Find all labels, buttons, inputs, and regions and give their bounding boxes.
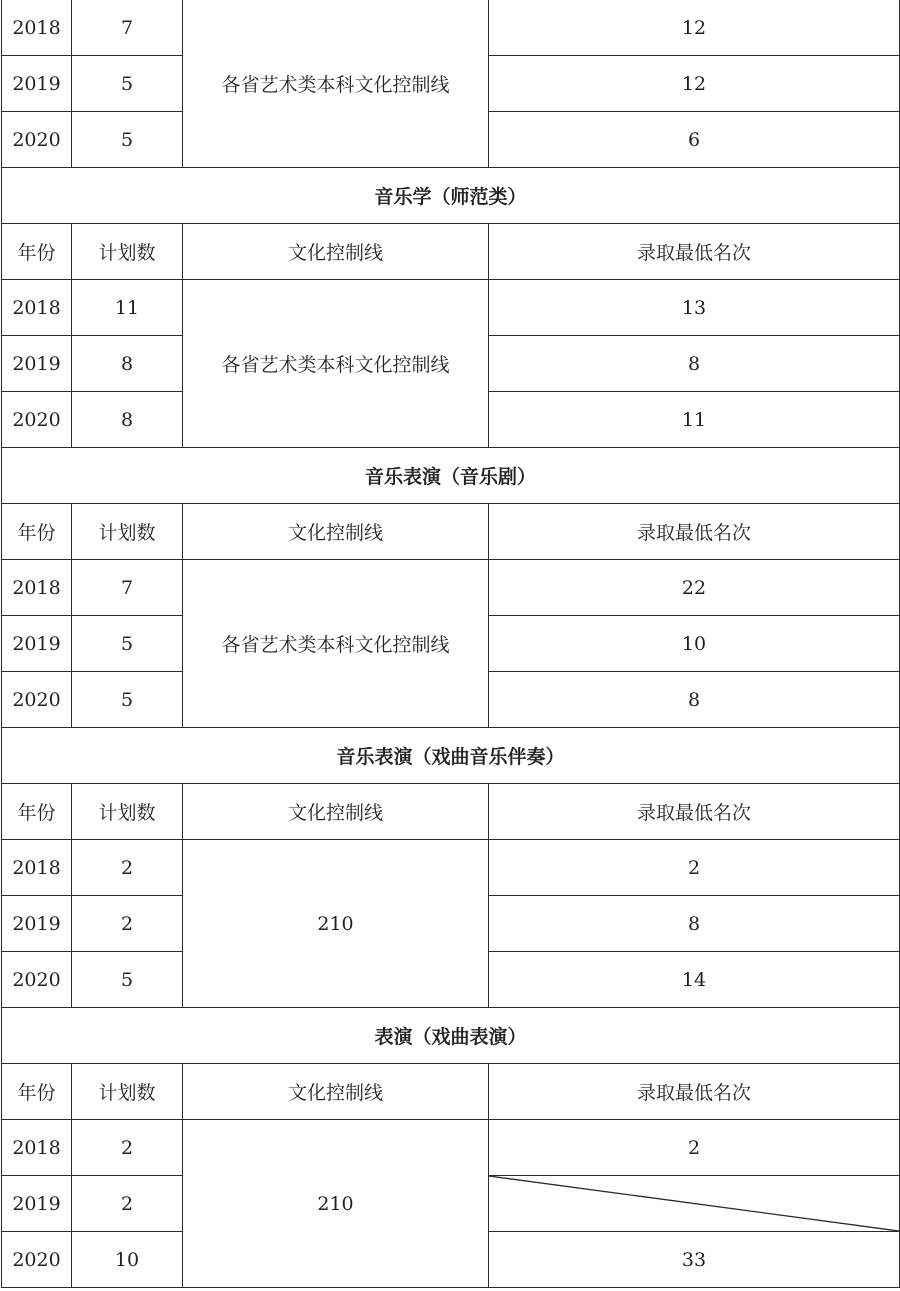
year-cell: 2020 [2, 392, 72, 448]
rank-cell: 6 [489, 112, 900, 168]
rank-cell: 33 [489, 1232, 900, 1288]
header-rank: 录取最低名次 [489, 1064, 900, 1120]
year-cell: 2020 [2, 112, 72, 168]
header-culture-line: 文化控制线 [183, 1064, 489, 1120]
section-title: 音乐学（师范类） [2, 168, 900, 224]
rank-cell: 22 [489, 560, 900, 616]
plan-cell: 11 [72, 280, 183, 336]
section-title: 音乐表演（音乐剧） [2, 448, 900, 504]
header-row [2, 784, 900, 840]
culture-line-cell: 210 [183, 840, 489, 1008]
header-year: 年份 [2, 224, 72, 280]
plan-cell: 8 [72, 336, 183, 392]
header-plan: 计划数 [72, 1064, 183, 1120]
plan-cell: 7 [72, 0, 183, 56]
year-cell: 2018 [2, 1120, 72, 1176]
table-row [2, 0, 900, 56]
plan-cell: 8 [72, 392, 183, 448]
header-rank: 录取最低名次 [489, 784, 900, 840]
year-cell: 2018 [2, 280, 72, 336]
header-culture-line: 文化控制线 [183, 224, 489, 280]
header-row [2, 1064, 900, 1120]
section-title-row [2, 728, 900, 784]
culture-line-cell: 各省艺术类本科文化控制线 [183, 0, 489, 168]
year-cell: 2019 [2, 896, 72, 952]
header-culture-line: 文化控制线 [183, 784, 489, 840]
header-plan: 计划数 [72, 224, 183, 280]
year-cell: 2018 [2, 840, 72, 896]
year-cell: 2019 [2, 616, 72, 672]
plan-cell: 10 [72, 1232, 183, 1288]
rank-cell: 11 [489, 392, 900, 448]
culture-line-cell: 210 [183, 1120, 489, 1288]
section-title: 音乐表演（戏曲音乐伴奏） [2, 728, 900, 784]
section-title-row [2, 168, 900, 224]
year-cell: 2019 [2, 56, 72, 112]
table-row [2, 280, 900, 336]
section-title-row [2, 448, 900, 504]
plan-cell: 5 [72, 672, 183, 728]
rank-cell: 12 [489, 56, 900, 112]
diagonal-empty-cell [489, 1176, 900, 1232]
rank-cell: 8 [489, 896, 900, 952]
header-rank: 录取最低名次 [489, 224, 900, 280]
header-row [2, 224, 900, 280]
plan-cell: 2 [72, 840, 183, 896]
rank-cell: 13 [489, 280, 900, 336]
culture-line-cell: 各省艺术类本科文化控制线 [183, 280, 489, 448]
table-row [2, 1120, 900, 1176]
rank-cell: 2 [489, 840, 900, 896]
plan-cell: 7 [72, 560, 183, 616]
header-plan: 计划数 [72, 504, 183, 560]
header-rank: 录取最低名次 [489, 504, 900, 560]
header-year: 年份 [2, 504, 72, 560]
plan-cell: 5 [72, 56, 183, 112]
year-cell: 2020 [2, 952, 72, 1008]
rank-cell: 8 [489, 672, 900, 728]
year-cell: 2020 [2, 1232, 72, 1288]
table-row [2, 840, 900, 896]
rank-cell: 8 [489, 336, 900, 392]
diagonal-line [489, 1176, 899, 1231]
rank-cell: 12 [489, 0, 900, 56]
plan-cell: 2 [72, 1176, 183, 1232]
admission-table [1, 0, 900, 1288]
rank-cell: 10 [489, 616, 900, 672]
plan-cell: 2 [72, 1120, 183, 1176]
plan-cell: 2 [72, 896, 183, 952]
year-cell: 2019 [2, 336, 72, 392]
plan-cell: 5 [72, 952, 183, 1008]
header-year: 年份 [2, 784, 72, 840]
culture-line-cell: 各省艺术类本科文化控制线 [183, 560, 489, 728]
year-cell: 2019 [2, 1176, 72, 1232]
rank-cell: 14 [489, 952, 900, 1008]
year-cell: 2020 [2, 672, 72, 728]
header-row [2, 504, 900, 560]
header-plan: 计划数 [72, 784, 183, 840]
year-cell: 2018 [2, 0, 72, 56]
plan-cell: 5 [72, 112, 183, 168]
plan-cell: 5 [72, 616, 183, 672]
section-title-row [2, 1008, 900, 1064]
table-row [2, 560, 900, 616]
header-year: 年份 [2, 1064, 72, 1120]
year-cell: 2018 [2, 560, 72, 616]
rank-cell: 2 [489, 1120, 900, 1176]
section-title: 表演（戏曲表演） [2, 1008, 900, 1064]
header-culture-line: 文化控制线 [183, 504, 489, 560]
